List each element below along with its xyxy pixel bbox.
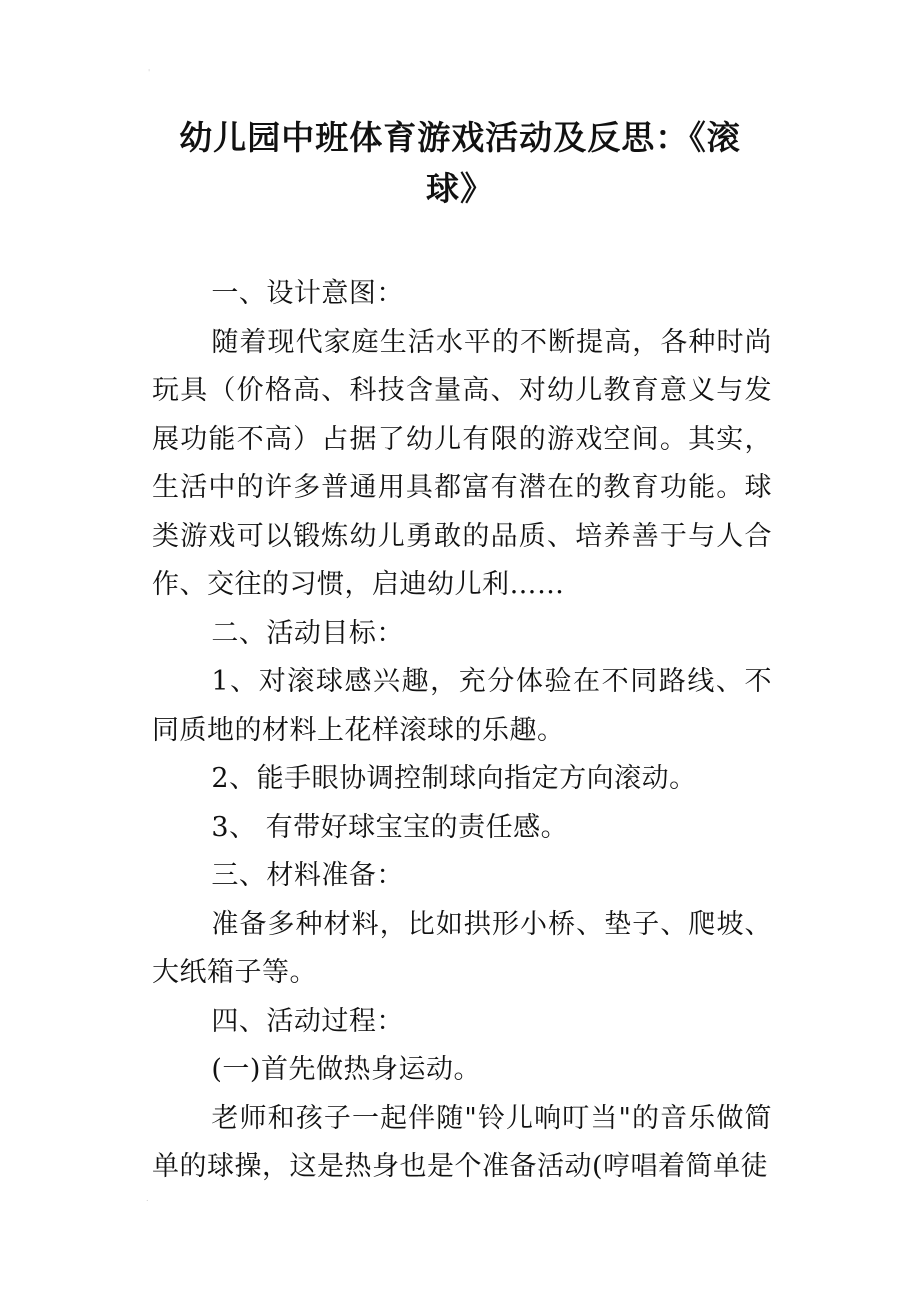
heading-activity-process: 四、活动过程： bbox=[211, 1005, 404, 1037]
paragraph-materials: 准备多种材料，比如拱形小桥、垫子、爬坡、大纸箱子等。 bbox=[152, 908, 772, 988]
goal-item-2: 2、能手眼协调控制球向指定方向滚动。 bbox=[211, 763, 697, 794]
document-body bbox=[152, 270, 772, 1192]
goal-item-3: 3、 有带好球宝宝的责任感。 bbox=[211, 811, 569, 843]
heading-materials: 三、材料准备： bbox=[211, 860, 404, 891]
document-title bbox=[140, 112, 780, 214]
title-line-1: 幼儿园中班体育游戏活动及反思：《滚 bbox=[179, 118, 741, 157]
goal-item-1: 1、对滚球感兴趣，充分体验在不同路线、不同质地的材料上花样滚球的乐趣。 bbox=[152, 666, 772, 746]
heading-design-intent: 一、设计意图： bbox=[211, 278, 404, 309]
paragraph-warmup: 老师和孩子一起伴随"铃儿响叮当"的音乐做简单的球操，这是热身也是个准备活动(哼唱着简单徒 bbox=[152, 1102, 772, 1182]
process-step-1: (一)首先做热身运动。 bbox=[211, 1054, 481, 1085]
heading-activity-goals: 二、活动目标： bbox=[211, 617, 404, 649]
scan-mark: . bbox=[146, 1194, 149, 1203]
title-line-2: 球》 bbox=[426, 169, 494, 208]
scan-mark: ' bbox=[148, 68, 151, 77]
paragraph-design-intent: 随着现代家庭生活水平的不断提高，各种时尚玩具（价格高、科技含量高、对幼儿教育意义与发展功能不高）占据了幼儿有限的游戏空间。其实，生活中的许多普通用具都富有潜在的教育功能。球类游戏可以锻炼幼儿勇敢的品质、培养善于与人合作、交往的习惯，启迪幼儿利…… bbox=[152, 326, 772, 600]
